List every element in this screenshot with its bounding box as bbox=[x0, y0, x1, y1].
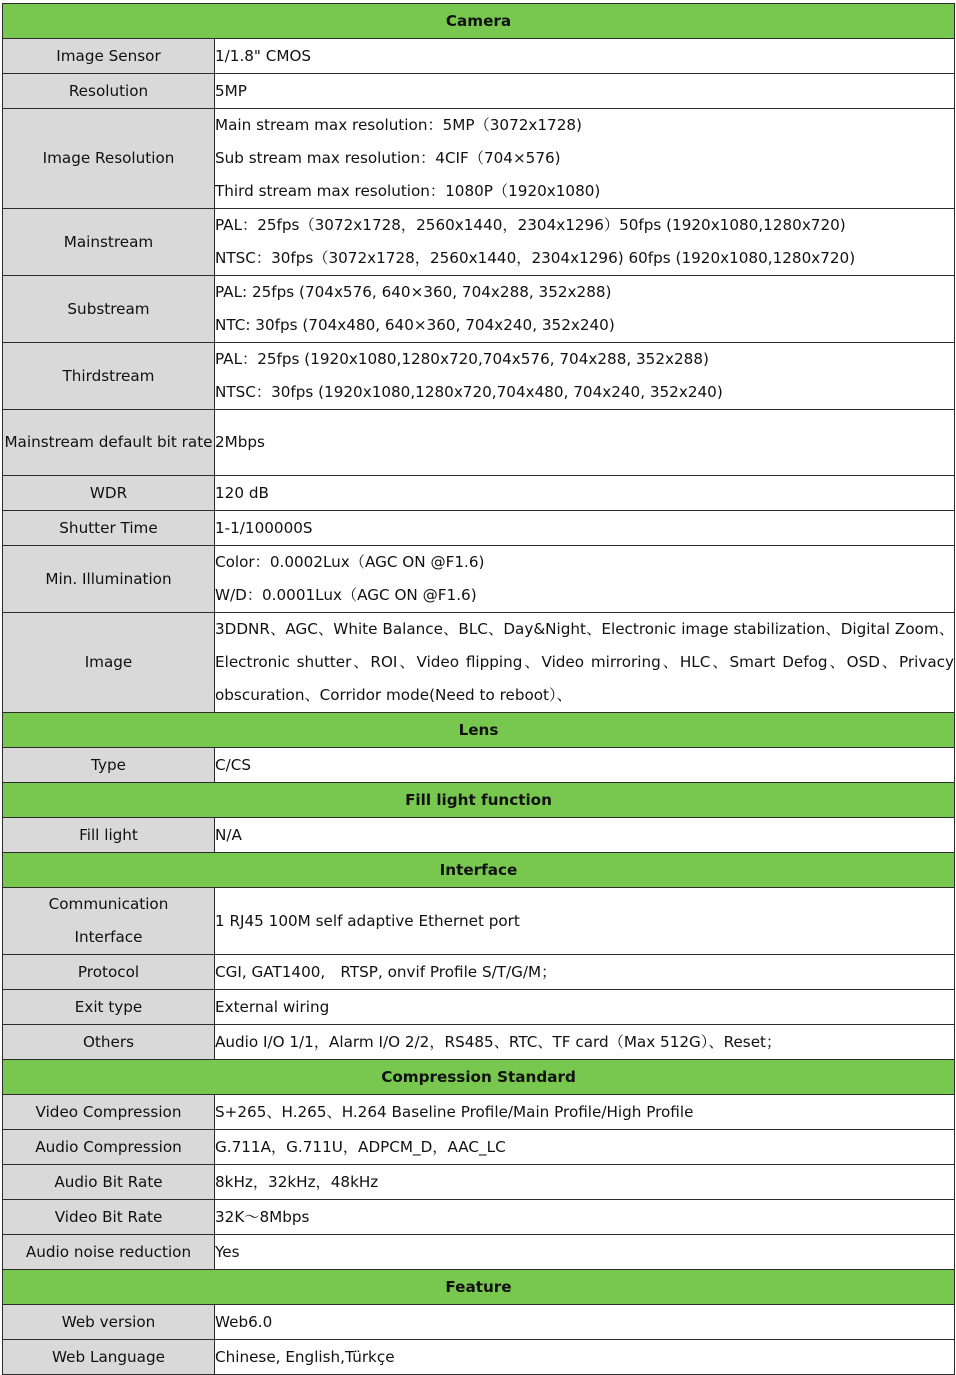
spec-label: Shutter Time bbox=[3, 511, 215, 546]
spec-value: 1 RJ45 100M self adaptive Ethernet port bbox=[215, 888, 955, 955]
spec-row-video-compression bbox=[3, 1095, 955, 1130]
spec-value-line: NTSC：30fps (1920x1080,1280x720,704x480, 704x240, 352x240) bbox=[215, 383, 723, 401]
spec-row-audio-noise-reduction bbox=[3, 1235, 955, 1270]
spec-label: Audio Bit Rate bbox=[3, 1165, 215, 1200]
spec-row-others bbox=[3, 1025, 955, 1060]
section-row-camera bbox=[3, 4, 955, 39]
spec-value-line: NTSC：30fps（3072x1728，2560x1440，2304x1296) 60fps (1920x1080,1280x720) bbox=[215, 249, 856, 267]
spec-row-audio-compression bbox=[3, 1130, 955, 1165]
spec-value-line: PAL：25fps（3072x1728，2560x1440，2304x1296）50fps (1920x1080,1280x720) bbox=[215, 216, 846, 234]
spec-label: Resolution bbox=[3, 74, 215, 109]
spec-value-line: Main stream max resolution：5MP（3072x1728) bbox=[215, 116, 582, 134]
spec-value: S+265、H.265、H.264 Baseline Profile/Main Profile/High Profile bbox=[215, 1095, 955, 1130]
spec-value: External wiring bbox=[215, 990, 955, 1025]
spec-value bbox=[215, 276, 955, 343]
spec-row-web-version bbox=[3, 1305, 955, 1340]
spec-label: Web version bbox=[3, 1305, 215, 1340]
spec-label: Mainstream bbox=[3, 209, 215, 276]
section-row-compression bbox=[3, 1060, 955, 1095]
spec-label: Exit type bbox=[3, 990, 215, 1025]
spec-label: Substream bbox=[3, 276, 215, 343]
spec-value: C/CS bbox=[215, 748, 955, 783]
section-title-compression: Compression Standard bbox=[3, 1060, 955, 1095]
spec-value: Audio I/O 1/1，Alarm I/O 2/2，RS485、RTC、TF card（Max 512G）、Reset； bbox=[215, 1025, 955, 1060]
spec-label: Audio noise reduction bbox=[3, 1235, 215, 1270]
spec-value-line: Third stream max resolution：1080P（1920x1080) bbox=[215, 182, 601, 200]
spec-value bbox=[215, 546, 955, 613]
spec-row-illumination bbox=[3, 546, 955, 613]
section-title-feature: Feature bbox=[3, 1270, 955, 1305]
spec-label: Mainstream default bit rate bbox=[3, 410, 215, 476]
spec-row-protocol bbox=[3, 955, 955, 990]
spec-label: Others bbox=[3, 1025, 215, 1060]
spec-value-line: PAL: 25fps (704x576, 640×360, 704x288, 352x288) bbox=[215, 283, 612, 301]
section-row-feature bbox=[3, 1270, 955, 1305]
spec-label: Image Sensor bbox=[3, 39, 215, 74]
section-row-interface bbox=[3, 853, 955, 888]
spec-row-exit-type bbox=[3, 990, 955, 1025]
spec-value-line: W/D：0.0001Lux（AGC ON @F1.6) bbox=[215, 586, 477, 604]
spec-row-video-bit-rate bbox=[3, 1200, 955, 1235]
spec-label: Video Bit Rate bbox=[3, 1200, 215, 1235]
spec-value: 5MP bbox=[215, 74, 955, 109]
spec-value bbox=[215, 209, 955, 276]
spec-row-image bbox=[3, 613, 955, 713]
spec-row-substream bbox=[3, 276, 955, 343]
section-title-lens: Lens bbox=[3, 713, 955, 748]
spec-value: Chinese, English,Türkçe bbox=[215, 1340, 955, 1375]
spec-value: Web6.0 bbox=[215, 1305, 955, 1340]
spec-label: Thirdstream bbox=[3, 343, 215, 410]
spec-label: Protocol bbox=[3, 955, 215, 990]
spec-value: 120 dB bbox=[215, 476, 955, 511]
spec-row-image-sensor bbox=[3, 39, 955, 74]
spec-value bbox=[215, 109, 955, 209]
spec-value bbox=[215, 613, 955, 713]
spec-label: Type bbox=[3, 748, 215, 783]
spec-row-resolution bbox=[3, 74, 955, 109]
spec-row-thirdstream bbox=[3, 343, 955, 410]
spec-value: CGI, GAT1400, RTSP, onvif Profile S/T/G/M； bbox=[215, 955, 955, 990]
section-title-fill-light: Fill light function bbox=[3, 783, 955, 818]
spec-label: Web Language bbox=[3, 1340, 215, 1375]
spec-value: 8kHz，32kHz，48kHz bbox=[215, 1165, 955, 1200]
section-title-interface: Interface bbox=[3, 853, 955, 888]
spec-value-line: Sub stream max resolution：4CIF（704×576) bbox=[215, 149, 561, 167]
spec-row-audio-bit-rate bbox=[3, 1165, 955, 1200]
spec-value: 2Mbps bbox=[215, 410, 955, 476]
spec-row-shutter bbox=[3, 511, 955, 546]
spec-label: Image bbox=[3, 613, 215, 713]
spec-row-wdr bbox=[3, 476, 955, 511]
section-row-fill-light bbox=[3, 783, 955, 818]
spec-table bbox=[2, 3, 955, 1375]
spec-label: Communication Interface bbox=[3, 888, 215, 955]
spec-value-line: NTC: 30fps (704x480, 640×360, 704x240, 352x240) bbox=[215, 316, 615, 334]
spec-value-text: 3DDNR、AGC、White Balance、BLC、Day&Night、Electronic image stabilization、Digital Zoom、Electronic shutter、ROI、Video flipping、Video mirroring、HLC、Smart Defog、OSD、Privacy obscuration、Corridor mode(Need to reboot）、 bbox=[215, 620, 955, 704]
spec-label: WDR bbox=[3, 476, 215, 511]
section-row-lens bbox=[3, 713, 955, 748]
spec-value: Yes bbox=[215, 1235, 955, 1270]
spec-value: 32K～8Mbps bbox=[215, 1200, 955, 1235]
spec-label: Min. Illumination bbox=[3, 546, 215, 613]
spec-value: 1-1/100000S bbox=[215, 511, 955, 546]
spec-row-bitrate bbox=[3, 410, 955, 476]
spec-label: Audio Compression bbox=[3, 1130, 215, 1165]
spec-value bbox=[215, 343, 955, 410]
spec-row-type bbox=[3, 748, 955, 783]
spec-label: Image Resolution bbox=[3, 109, 215, 209]
spec-label: Fill light bbox=[3, 818, 215, 853]
spec-value-line: PAL：25fps (1920x1080,1280x720,704x576, 704x288, 352x288) bbox=[215, 350, 709, 368]
spec-row-fill-light bbox=[3, 818, 955, 853]
spec-value: 1/1.8" CMOS bbox=[215, 39, 955, 74]
spec-row-web-language bbox=[3, 1340, 955, 1375]
section-title-camera: Camera bbox=[3, 4, 955, 39]
spec-label: Video Compression bbox=[3, 1095, 215, 1130]
spec-value-line: Color：0.0002Lux（AGC ON @F1.6) bbox=[215, 553, 485, 571]
spec-row-communication bbox=[3, 888, 955, 955]
spec-row-image-resolution bbox=[3, 109, 955, 209]
spec-value: G.711A，G.711U，ADPCM_D，AAC_LC bbox=[215, 1130, 955, 1165]
spec-value: N/A bbox=[215, 818, 955, 853]
spec-row-mainstream bbox=[3, 209, 955, 276]
